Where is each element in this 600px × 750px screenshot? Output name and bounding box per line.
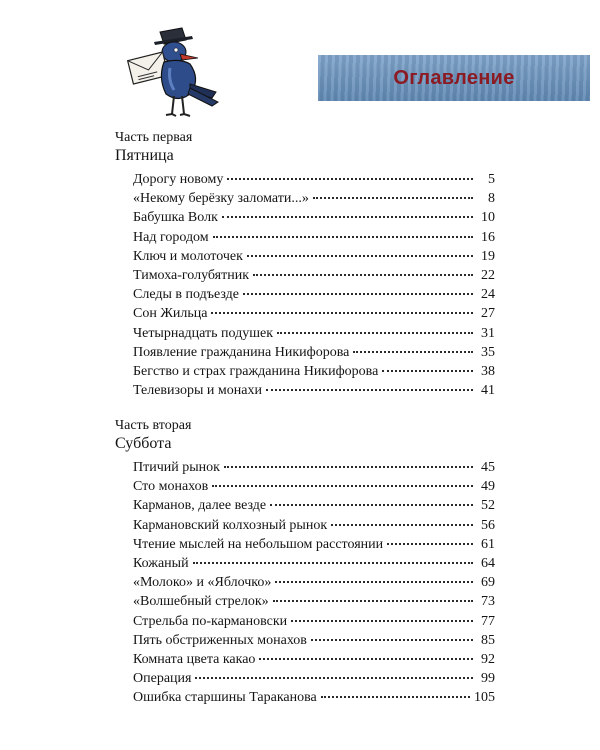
dot-leader [277, 331, 473, 334]
toc-entry-page: 56 [481, 517, 495, 533]
dot-leader [195, 676, 473, 679]
toc-entry-title: Карманов, далее везде [133, 498, 267, 514]
toc-entry-title: Сон Жильца [133, 306, 208, 322]
toc-entry-title: Тимоха-голубятник [133, 267, 250, 283]
toc-entry[interactable] [133, 477, 495, 496]
toc-entry-page: 22 [481, 267, 495, 283]
toc-entry[interactable] [133, 228, 495, 247]
toc-entry[interactable] [133, 189, 495, 208]
toc-entry-page: 8 [488, 191, 495, 207]
toc-entry-title: Появление гражданина Никифорова [133, 344, 350, 360]
toc-entry-page: 85 [481, 632, 495, 648]
toc-entry[interactable] [133, 496, 495, 515]
part-one-section [115, 130, 495, 400]
toc-entry-title: Пять обстриженных монахов [133, 632, 307, 648]
toc-entry-page: 73 [481, 594, 495, 610]
part-label: Часть первая [115, 130, 193, 145]
toc-entry-page: 69 [481, 575, 495, 591]
dot-leader [259, 657, 473, 660]
toc-entry[interactable] [133, 208, 495, 227]
toc-entry[interactable] [133, 381, 495, 400]
toc-entry-title: «Волшебный стрелок» [133, 594, 269, 610]
dot-leader [353, 350, 473, 353]
dot-leader [266, 388, 473, 391]
toc-entry-title: Телевизоры и монахи [133, 383, 262, 399]
toc-entry-page: 105 [474, 690, 495, 706]
part-two-section [115, 418, 495, 707]
part-name: Пятница [115, 147, 174, 164]
toc-entry[interactable] [133, 612, 495, 631]
toc-entry-title: Кармановский колхозный рынок [133, 517, 328, 533]
part-name: Суббота [115, 435, 172, 452]
dot-leader [270, 503, 473, 506]
toc-entry-title: Ключ и молоточек [133, 248, 243, 264]
toc-entry-page: 24 [481, 287, 495, 303]
bird-postman-illustration [120, 18, 220, 118]
dot-leader [211, 311, 473, 314]
toc-entry-title: Четырнадцать подушек [133, 325, 274, 341]
dot-leader [222, 215, 473, 218]
part-label: Часть вторая [115, 418, 192, 433]
toc-entry[interactable] [133, 573, 495, 592]
toc-entry-title: «Некому берёзку заломати...» [133, 191, 309, 207]
dot-leader [331, 523, 473, 526]
toc-entry[interactable] [133, 266, 495, 285]
toc-entry-title: Птичий рынок [133, 460, 220, 475]
dot-leader [213, 235, 473, 238]
toc-entry-page: 61 [481, 536, 495, 552]
toc-entry[interactable] [133, 362, 495, 381]
toc-entry-page: 5 [488, 172, 495, 187]
toc-entry-page: 99 [481, 671, 495, 687]
dot-leader [273, 599, 473, 602]
toc-entry-page: 64 [481, 555, 495, 571]
toc-entry[interactable] [133, 304, 495, 323]
toc-list [133, 170, 495, 400]
toc-entry-title: Комната цвета какао [133, 651, 256, 667]
toc-entry[interactable] [133, 631, 495, 650]
toc-entry-title: Ошибка старшины Тараканова [133, 690, 317, 706]
toc-entry-page: 16 [481, 229, 495, 245]
toc-entry-title: Следы в подъезде [133, 287, 239, 303]
dot-leader [321, 695, 470, 698]
toc-entry-title: Операция [133, 671, 192, 687]
toc-entry-page: 35 [481, 344, 495, 360]
toc-entry[interactable] [133, 592, 495, 611]
dot-leader [311, 638, 473, 641]
toc-entry-page: 19 [481, 248, 495, 264]
dot-leader [313, 196, 473, 199]
toc-entry-page: 92 [481, 651, 495, 667]
dot-leader [227, 177, 473, 180]
toc-entry-title: Стрельба по-кармановски [133, 613, 288, 629]
toc-entry-page: 52 [481, 498, 495, 514]
toc-entry[interactable] [133, 170, 495, 189]
toc-entry[interactable] [133, 650, 495, 669]
toc-entry-page: 49 [481, 479, 495, 495]
toc-entry[interactable] [133, 324, 495, 343]
toc-entry-title: «Молоко» и «Яблочко» [133, 575, 272, 591]
toc-entry[interactable] [133, 669, 495, 688]
page-title: Оглавление [393, 66, 515, 89]
dot-leader [243, 292, 473, 295]
toc-entry-page: 10 [481, 210, 495, 226]
toc-entry-title: Чтение мыслей на небольшом расстоянии [133, 536, 384, 552]
toc-entry[interactable] [133, 343, 495, 362]
dot-leader [291, 619, 473, 622]
toc-entry-title: Кожаный [133, 555, 189, 571]
toc-entry[interactable] [133, 458, 495, 477]
dot-leader [212, 484, 473, 487]
toc-list [133, 458, 495, 707]
dot-leader [247, 254, 473, 257]
toc-entry-page: 27 [481, 306, 495, 322]
dot-leader [193, 561, 473, 564]
toc-entry[interactable] [133, 535, 495, 554]
toc-entry-page: 45 [481, 460, 495, 475]
dot-leader [382, 369, 473, 372]
toc-entry[interactable] [133, 554, 495, 573]
toc-entry[interactable] [133, 516, 495, 535]
toc-entry[interactable] [133, 688, 495, 707]
toc-entry-page: 38 [481, 363, 495, 379]
dot-leader [275, 580, 473, 583]
dot-leader [253, 273, 473, 276]
dot-leader [387, 542, 473, 545]
toc-entry-title: Дорогу новому [133, 172, 224, 187]
toc-entry[interactable] [133, 247, 495, 266]
toc-entry-page: 77 [481, 613, 495, 629]
toc-entry-title: Сто монахов [133, 479, 209, 495]
toc-entry-title: Бабушка Волк [133, 210, 218, 226]
toc-entry-title: Над городом [133, 229, 209, 245]
dot-leader [224, 465, 473, 468]
toc-entry-title: Бегство и страх гражданина Никифорова [133, 363, 379, 379]
toc-entry[interactable] [133, 285, 495, 304]
toc-entry-page: 41 [481, 383, 495, 399]
title-banner [318, 55, 590, 101]
toc-entry-page: 31 [481, 325, 495, 341]
